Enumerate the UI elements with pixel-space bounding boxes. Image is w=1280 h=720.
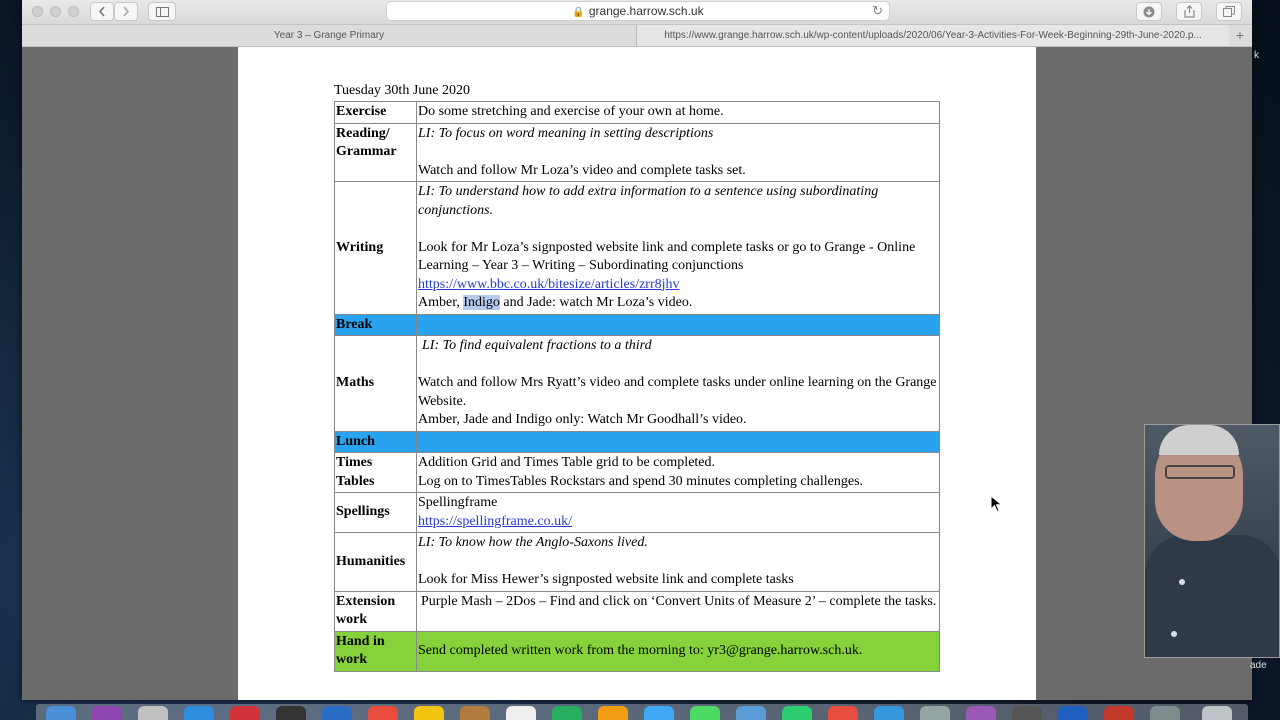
tabs-icon xyxy=(1223,6,1235,17)
row-hand-in-work xyxy=(335,631,940,671)
app-icon[interactable] xyxy=(230,706,260,720)
subject-extension-work xyxy=(335,591,417,631)
subject-reading-grammar xyxy=(335,123,417,182)
messages-icon[interactable] xyxy=(690,706,720,720)
row-break xyxy=(335,314,940,336)
subject-exercise: Exercise xyxy=(335,102,417,124)
writing-cell xyxy=(417,182,940,315)
app-icon[interactable] xyxy=(322,706,352,720)
row-times-tables xyxy=(335,453,940,493)
tab-pdf-document[interactable] xyxy=(637,25,1229,46)
writing-note xyxy=(418,294,938,313)
app-icon[interactable] xyxy=(276,706,306,720)
new-tab-button[interactable]: + xyxy=(1235,27,1245,43)
shirt-button xyxy=(1171,631,1177,637)
times-tables-line: Addition Grid and Times Table grid to be completed. xyxy=(418,455,716,470)
photos-icon[interactable] xyxy=(598,706,628,720)
times-tables-line: Log on to TimesTables Rockstars and spend 30 minutes completing challenges. xyxy=(418,473,864,489)
app-icon[interactable] xyxy=(552,706,582,720)
app-icon[interactable] xyxy=(1012,706,1042,720)
row-humanities xyxy=(335,533,940,592)
app-icon[interactable] xyxy=(782,706,812,720)
note-text: and Jade: watch Mr Loza’s video. xyxy=(499,295,693,310)
maths-text: Watch and follow Mrs Ryatt’s video and complete tasks under online learning on the Grange Website. xyxy=(418,375,937,409)
calendar-icon[interactable] xyxy=(368,706,398,720)
app-icon[interactable] xyxy=(644,706,674,720)
row-spellings xyxy=(335,493,940,533)
humanities-li: LI: To know how the Anglo-Saxons lived. xyxy=(418,535,648,550)
browser-toolbar xyxy=(22,0,1252,25)
tab-label: Year 3 – Grange Primary xyxy=(273,30,385,41)
forward-button[interactable] xyxy=(114,2,138,21)
sidebar-button[interactable] xyxy=(148,2,176,21)
row-exercise xyxy=(335,102,940,124)
app-icon[interactable] xyxy=(1058,706,1088,720)
share-button[interactable] xyxy=(1176,2,1202,21)
address-bar[interactable] xyxy=(386,1,890,21)
presenter-hair xyxy=(1159,425,1239,455)
break-cell xyxy=(417,314,940,336)
app-icon[interactable] xyxy=(92,706,122,720)
trash-icon[interactable] xyxy=(1202,706,1232,720)
writing-text: Look for Mr Loza’s signposted website link and complete tasks or go to Grange - Online Learning – Year 3 – Writing – Subordinating conjunctions xyxy=(418,239,916,273)
pdf-viewer xyxy=(22,47,1252,700)
zoom-window-button[interactable] xyxy=(68,6,79,17)
reading-cell xyxy=(417,123,940,182)
address-text: grange.harrow.sch.uk xyxy=(588,4,704,18)
spellings-text: Spellingframe xyxy=(418,495,498,510)
subject-line: Hand in xyxy=(336,633,385,649)
humanities-text: Look for Miss Hewer’s signposted website link and complete tasks xyxy=(418,572,794,587)
subject-maths: Maths xyxy=(335,336,417,432)
chevron-left-icon xyxy=(98,6,106,17)
app-icon[interactable] xyxy=(138,706,168,720)
shirt-button xyxy=(1179,579,1185,585)
hand-in-text: Send completed written work from the morning to: yr3@grange.harrow.sch.uk. xyxy=(417,631,940,671)
app-icon[interactable] xyxy=(920,706,950,720)
subject-hand-in-work xyxy=(335,631,417,671)
row-reading-grammar xyxy=(335,123,940,182)
chevron-right-icon xyxy=(122,6,130,17)
finder-icon[interactable] xyxy=(46,706,76,720)
row-maths xyxy=(335,336,940,432)
reading-text: Watch and follow Mr Loza’s video and complete tasks set. xyxy=(418,162,746,178)
row-extension-work xyxy=(335,591,940,631)
exercise-text: Do some stretching and exercise of your own at home. xyxy=(417,102,940,124)
subject-line: work xyxy=(336,612,368,627)
browser-window xyxy=(22,0,1252,700)
times-tables-cell xyxy=(417,453,940,493)
subject-humanities: Humanities xyxy=(335,533,417,592)
background-window-fragment: k xyxy=(1254,50,1259,61)
dock xyxy=(36,704,1248,720)
maths-note: Amber, Jade and Indigo only: Watch Mr Goodhall’s video. xyxy=(418,412,747,427)
lunch-cell xyxy=(417,431,940,453)
row-writing xyxy=(335,182,940,315)
reload-icon[interactable]: ↻ xyxy=(872,3,883,18)
subject-line: Times xyxy=(336,455,373,470)
download-button[interactable] xyxy=(1136,2,1162,21)
extension-text: Purple Mash – 2Dos – Find and click on ‘Convert Units of Measure 2’ – complete the tasks. xyxy=(417,591,940,631)
spellingframe-link[interactable]: https://spellingframe.co.uk/ xyxy=(418,513,572,529)
lock-icon: 🔒 xyxy=(572,7,585,18)
app-store-icon[interactable] xyxy=(874,706,904,720)
share-icon xyxy=(1184,5,1195,18)
row-lunch xyxy=(335,431,940,453)
close-window-button[interactable] xyxy=(32,6,43,17)
app-icon[interactable] xyxy=(828,706,858,720)
sidebar-icon xyxy=(156,7,169,17)
tab-label: https://www.grange.harrow.sch.uk/wp-content/uploads/2020/06/Year-3-Activities-For-Week-Beginning-29th-June-2020.p... xyxy=(664,30,1202,41)
writing-li: LI: To understand how to add extra information to a sentence using subordinating conjunctions. xyxy=(418,184,879,218)
notes-icon[interactable] xyxy=(414,706,444,720)
app-icon[interactable] xyxy=(736,706,766,720)
subject-times-tables xyxy=(335,453,417,493)
app-icon[interactable] xyxy=(506,706,536,720)
maths-li: LI: To find equivalent fractions to a third xyxy=(422,338,652,353)
minimize-window-button[interactable] xyxy=(50,6,61,17)
bbc-bitesize-link[interactable]: https://www.bbc.co.uk/bitesize/articles/zrr8jhv xyxy=(418,276,680,292)
subject-line: Extension xyxy=(336,593,396,609)
tab-bar xyxy=(22,25,1252,47)
subject-writing: Writing xyxy=(335,182,417,315)
highlighted-text: Indigo xyxy=(463,295,500,310)
presenter-body xyxy=(1145,535,1280,658)
app-icon[interactable] xyxy=(1104,706,1134,720)
download-icon xyxy=(1143,6,1155,18)
tab-grange-primary[interactable] xyxy=(22,25,636,46)
subject-line: Grammar xyxy=(336,144,397,159)
back-button[interactable] xyxy=(90,2,114,21)
note-text: Amber, xyxy=(418,295,464,310)
subject-break: Break xyxy=(335,314,417,336)
subject-lunch: Lunch xyxy=(335,431,417,453)
safari-icon[interactable] xyxy=(184,706,214,720)
humanities-cell xyxy=(417,533,940,592)
subject-spellings: Spellings xyxy=(335,493,417,533)
reading-li: LI: To focus on word meaning in setting descriptions xyxy=(418,125,714,141)
subject-line: Tables xyxy=(336,473,375,489)
schedule-table xyxy=(334,101,940,672)
app-icon[interactable] xyxy=(460,706,490,720)
subject-line: work xyxy=(336,652,368,667)
subject-line: Reading/ xyxy=(336,125,390,141)
pdf-page xyxy=(238,47,1036,700)
document-date: Tuesday 30th June 2020 xyxy=(334,83,470,98)
show-tabs-button[interactable] xyxy=(1216,2,1242,21)
app-icon[interactable] xyxy=(966,706,996,720)
spellings-cell xyxy=(417,493,940,533)
background-window-fragment: ade xyxy=(1250,660,1267,671)
webcam-video-overlay[interactable] xyxy=(1144,424,1280,658)
maths-cell xyxy=(417,336,940,432)
mouse-cursor-icon xyxy=(990,495,1004,513)
app-icon[interactable] xyxy=(1150,706,1180,720)
presenter-glasses xyxy=(1165,465,1235,479)
